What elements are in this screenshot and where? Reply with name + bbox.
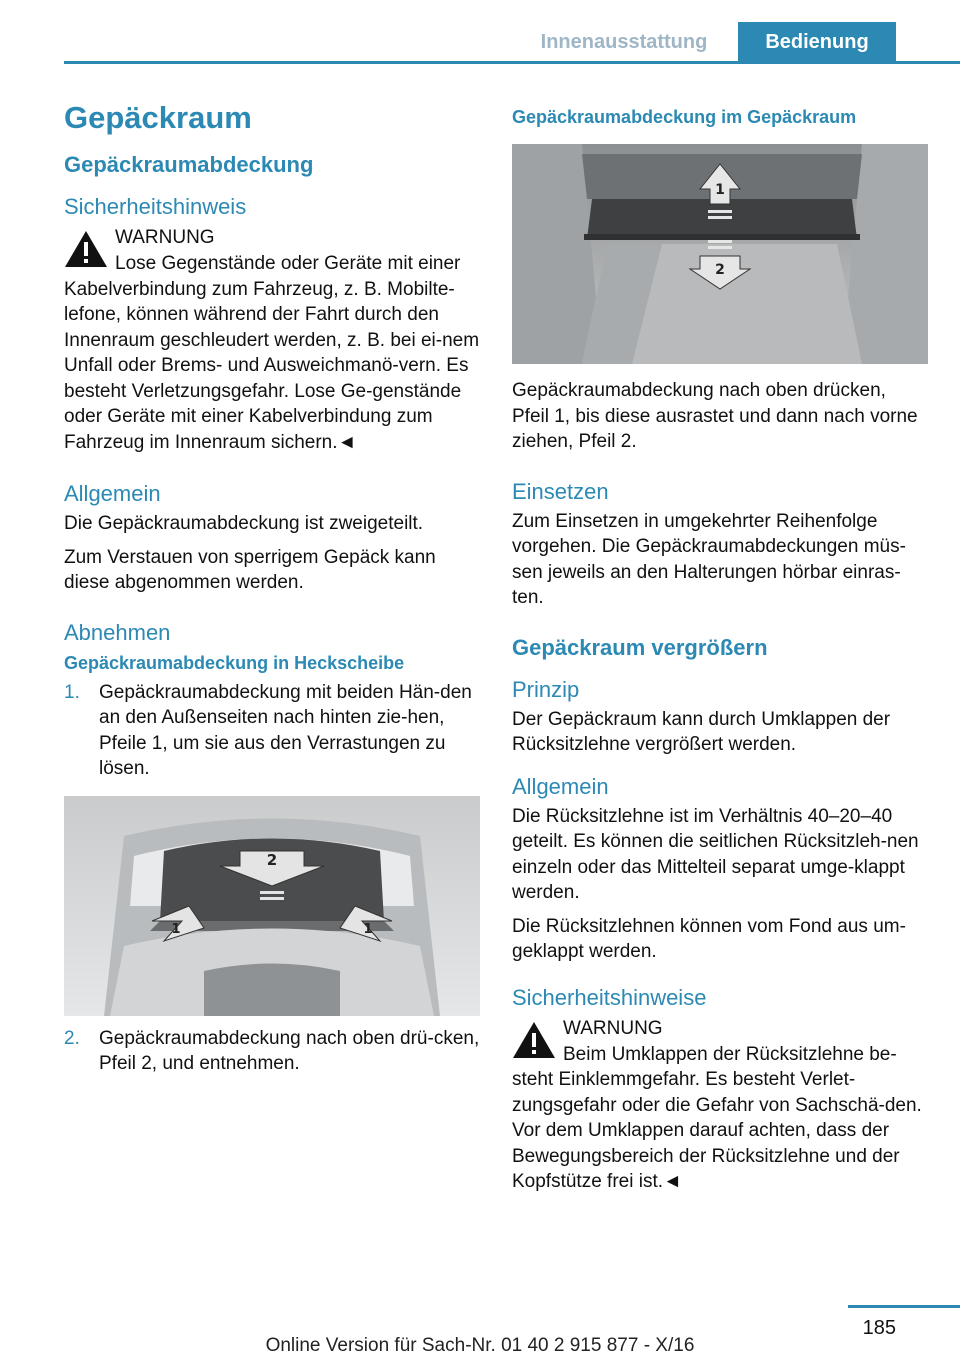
paragraph: Zum Einsetzen in umgekehrter Reihenfolge vorgehen. Die Gepäckraumabdeckungen müs-sen jeweils an den Halterungen hörbar einras-ten. [512, 510, 906, 608]
subheading-general: Allgemein [64, 481, 161, 506]
list-item-step-2 [64, 1026, 480, 1077]
arrow-label-1: 1 [715, 182, 725, 198]
section-heading-enlarge: Gepäckraum vergrößern [512, 634, 768, 660]
subheading-cover-in-trunk: Gepäckraumabdeckung im Gepäckraum [512, 107, 857, 127]
warning-text: Beim Umklappen der Rücksitzlehne be-steht Einklemmgefahr. Es besteht Verlet-zungsgefahr oder die Gefahr von Sachschä-den. Vor dem Umklappen darauf achten, dass der Bewegungsbereich der Rücksitzlehne und der Kopfstütze frei ist.◄ [512, 1043, 922, 1192]
step-number: 2. [64, 1027, 80, 1049]
arrow-label-2: 2 [266, 850, 278, 869]
paragraph: Die Rücksitzlehne ist im Verhältnis 40–20–40 geteilt. Es können die seitlichen Rücksitzleh-nen einzeln oder das Mittelteil separat umge-klappt werden. [512, 805, 919, 903]
subheading-remove: Abnehmen [64, 619, 171, 645]
arrow-label-1-left: 1 [171, 921, 181, 937]
subheading-insert: Einsetzen [512, 478, 609, 504]
footer-rule [848, 1305, 960, 1308]
online-version-note: Online Version für Sach-Nr. 01 40 2 915 877 - X/16 [265, 1335, 695, 1356]
page-number: 185 [862, 1317, 896, 1339]
section-tab-bedienung[interactable]: Bedienung [738, 22, 896, 62]
left-column [64, 96, 480, 1085]
step-text: Gepäckraumabdeckung mit beiden Hän-den an den Außenseiten nach hinten zie-hen, Pfeile 1, um sie aus den Verrastungen zu lösen. [99, 681, 472, 779]
arrow-label-2: 2 [715, 262, 725, 278]
list-item-step-1 [64, 680, 480, 782]
warning-triangle-icon [512, 1021, 556, 1059]
warning-text: Lose Gegenstände oder Geräte mit einer Kabelverbindung zum Fahrzeug, z. B. Mobilte-lefone, können während der Fahrt durch den Innenraum geschleudert werden, z. B. bei ei-nem Unfall oder Brems- und Ausweichmanö-vern. Es besteht Verletzungsgefahr. Lose Ge-genstände oder Geräte mit einer Kabelverbindung zum Fahrzeug im Innenraum sichern.◄ [64, 253, 480, 453]
paragraph: Zum Verstauen von sperrigem Gepäck kann diese abgenommen werden. [64, 546, 436, 593]
section-heading-cover: Gepäckraumabdeckung [64, 152, 314, 177]
subheading-general: Allgemein [512, 773, 609, 799]
section-tab-innenausstattung[interactable]: Innenausstattung [540, 31, 708, 53]
trunk-cover-rear-window-image [64, 796, 480, 1016]
arrow-label-1-right: 1 [363, 921, 373, 937]
warning-triangle-icon [64, 230, 108, 268]
step-text: Gepäckraumabdeckung nach oben drü-cken, Pfeil 2, und entnehmen. [99, 1027, 480, 1074]
page-title: Gepäckraum [64, 100, 252, 135]
subheading-safety: Sicherheitshinweise [512, 984, 707, 1010]
paragraph: Der Gepäckraum kann durch Umklappen der Rücksitzlehne vergrößert werden. [512, 708, 891, 755]
warning-block [64, 224, 480, 455]
warning-label: WARNUNG [115, 227, 215, 248]
paragraph: Gepäckraumabdeckung nach oben drücken, Pfeil 1, bis diese ausrastet und dann nach vorne ziehen, Pfeil 2. [512, 380, 918, 452]
paragraph: Die Rücksitzlehnen können vom Fond aus um-geklappt werden. [512, 915, 906, 962]
page-header [0, 0, 960, 62]
step-number: 1. [64, 681, 80, 703]
warning-block [512, 1015, 928, 1195]
subheading-principle: Prinzip [512, 676, 580, 702]
warning-label: WARNUNG [563, 1017, 663, 1039]
right-column [512, 104, 928, 1205]
paragraph: Die Gepäckraumabdeckung ist zweigeteilt. [64, 513, 424, 534]
subheading-rear-window: Gepäckraumabdeckung in Heckscheibe [64, 652, 405, 673]
header-rule [64, 61, 960, 64]
subheading-safety: Sicherheitshinweis [64, 194, 247, 219]
trunk-cover-in-trunk-image [512, 144, 928, 364]
